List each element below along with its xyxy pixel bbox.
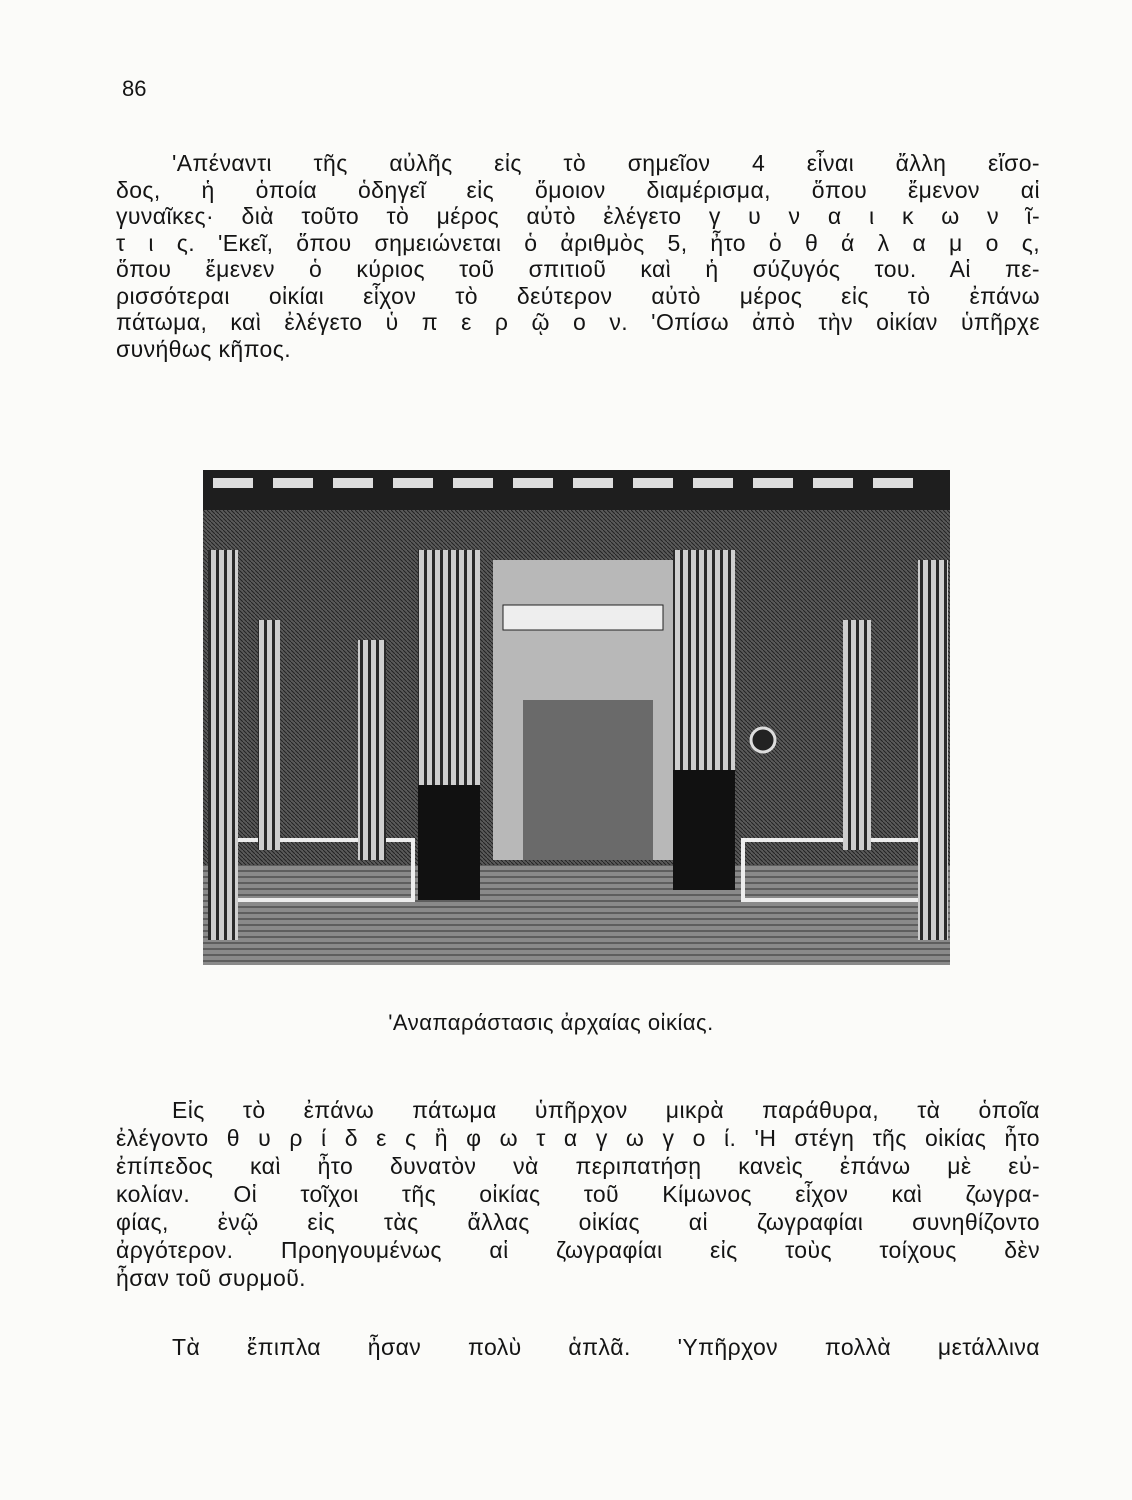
- paragraph-3: [116, 1334, 1040, 1361]
- figure-caption: [0, 1010, 1132, 1036]
- text-line: ἐλέγοντο θ υ ρ ί δ ε ς ἢ φ ω τ α γ ω γ ο ί. 'Η στέγη τῆς οἰκίας ἦτο: [116, 1125, 1040, 1151]
- text-line: κολίαν. Οἱ τοῖχοι τῆς οἰκίας τοῦ Κίμωνος εἶχον καὶ ζωγρα-: [116, 1181, 1040, 1207]
- illustration-ancient-house-interior: [203, 470, 950, 965]
- caption-text: 'Αναπαράστασις ἀρχαίας οἰκίας.: [388, 1010, 714, 1035]
- engraving-image: [203, 470, 950, 965]
- text-line: φίας, ἐνῷ εἰς τὰς ἄλλας οἰκίας αἱ ζωγραφίαι συνηθίζοντο: [116, 1209, 1040, 1235]
- text-line: ἦσαν τοῦ συρμοῦ.: [116, 1265, 306, 1291]
- paragraph-1: [116, 150, 1040, 362]
- text-line: ὅπου ἔμενεν ὁ κύριος τοῦ σπιτιοῦ καὶ ἡ σύζυγός του. Αἱ πε-: [116, 256, 1040, 282]
- paragraph-2: [116, 1096, 1040, 1292]
- text-line: συνήθως κῆπος.: [116, 335, 291, 362]
- text-line: ἐπίπεδος καὶ ἦτο δυνατὸν νὰ περιπατήσῃ κανεὶς ἐπάνω μὲ εὐ-: [116, 1153, 1040, 1179]
- text-line: ρισσότεραι οἰκίαι εἶχον τὸ δεύτερον αὐτὸ μέρος εἰς τὸ ἐπάνω: [116, 282, 1040, 309]
- text-line: Εἰς τὸ ἐπάνω πάτωμα ὑπῆρχον μικρὰ παράθυρα, τὰ ὁποῖα: [172, 1097, 1040, 1123]
- text-line: δος, ἡ ὁποία ὁδηγεῖ εἰς ὅμοιον διαμέρισμα, ὅπου ἔμενον αἱ: [116, 176, 1040, 203]
- text-line: πάτωμα, καὶ ἐλέγετο ὑ π ε ρ ῷ ο ν. 'Οπίσω ἀπὸ τὴν οἰκίαν ὑπῆρχε: [116, 309, 1040, 335]
- page-number: 86: [122, 76, 147, 101]
- text-line: τ ι ς. 'Εκεῖ, ὅπου σημειώνεται ὁ ἀριθμὸς 5, ἦτο ὁ θ ά λ α μ ο ς,: [116, 229, 1040, 256]
- text-line: γυναῖκες· διὰ τοῦτο τὸ μέρος αὐτὸ ἐλέγετο γ υ ν α ι κ ω ν ῖ-: [116, 203, 1040, 229]
- text-line: Τὰ ἔπιπλα ἦσαν πολὺ ἁπλᾶ. 'Υπῆρχον πολλὰ μετάλλινα: [172, 1334, 1040, 1360]
- text-line: ἀργότερον. Προηγουμένως αἱ ζωγραφίαι εἰς τοὺς τοίχους δὲν: [116, 1237, 1040, 1263]
- text-line: 'Απέναντι τῆς αὐλῆς εἰς τὸ σημεῖον 4 εἶναι ἄλλη εἴσο-: [172, 150, 1040, 176]
